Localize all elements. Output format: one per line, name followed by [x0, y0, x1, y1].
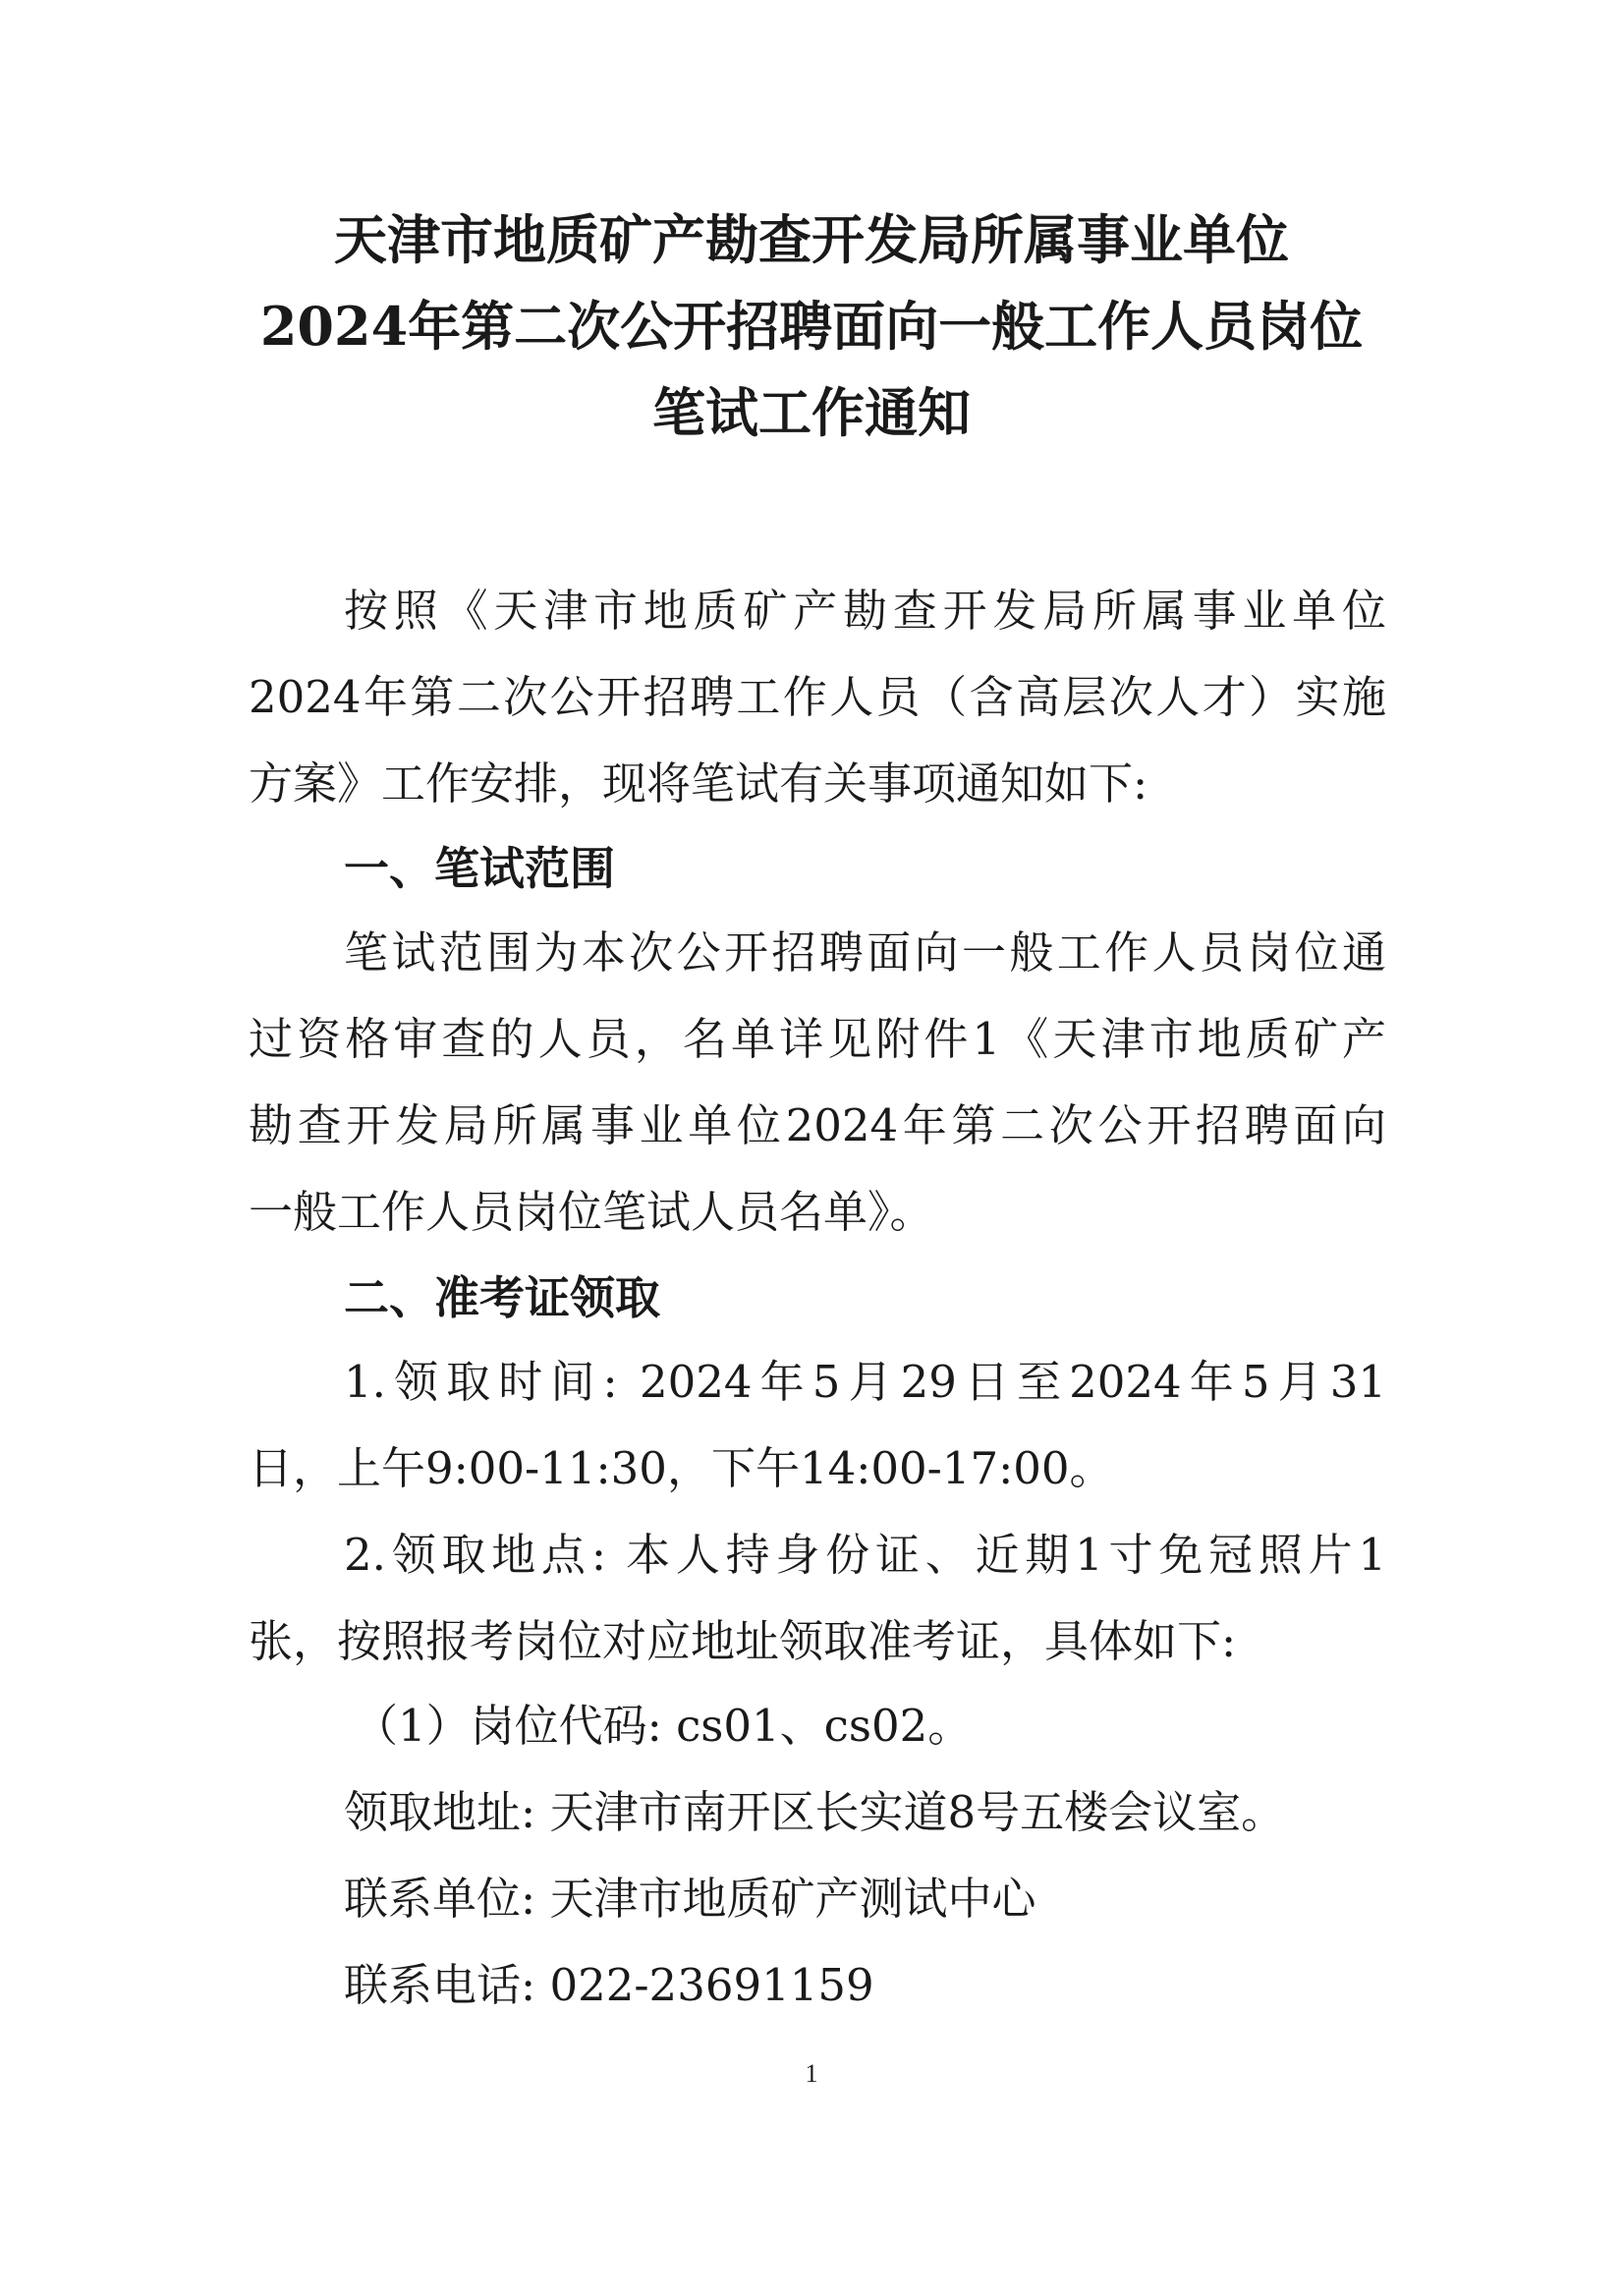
exam-scope-paragraph-line: 勘查开发局所属事业单位2024年第二次公开招聘面向: [249, 1099, 1386, 1151]
document-title-line-2: 2024年第二次公开招聘面向一般工作人员岗位: [259, 295, 1364, 358]
pickup-time-line: 1.领取时间: 2024年5月29日至2024年5月31: [344, 1356, 1386, 1408]
exam-scope-paragraph-line: 笔试范围为本次公开招聘面向一般工作人员岗位通: [344, 926, 1386, 979]
pickup-location-line: 2.领取地点: 本人持身份证、近期1寸免冠照片1: [344, 1529, 1386, 1581]
intro-paragraph-line: 按照《天津市地质矿产勘查开发局所属事业单位: [344, 585, 1386, 637]
document-title-line-3: 笔试工作通知: [652, 381, 971, 444]
pickup-location-line: 张，按照报考岗位对应地址领取准考证，具体如下:: [249, 1615, 1237, 1667]
exam-scope-paragraph-line: 一般工作人员岗位笔试人员名单》。: [249, 1186, 934, 1238]
pickup-address: 领取地址: 天津市南开区长实道8号五楼会议室。: [344, 1786, 1286, 1838]
intro-paragraph-line: 方案》工作安排，现将笔试有关事项通知如下:: [249, 757, 1148, 810]
document-title-line-1: 天津市地质矿产勘查开发局所属事业单位: [334, 208, 1289, 271]
exam-scope-paragraph-line: 过资格审查的人员，名单详见附件1《天津市地质矿产: [249, 1013, 1386, 1065]
contact-phone: 联系电话: 022-23691159: [344, 1959, 874, 2011]
pickup-time-line: 日，上午9:00-11:30，下午14:00-17:00。: [249, 1442, 1114, 1494]
intro-paragraph-line: 2024年第二次公开招聘工作人员（含高层次人才）实施: [249, 671, 1386, 723]
position-codes: （1）岗位代码: cs01、cs02。: [354, 1700, 973, 1752]
section-heading-exam-scope: 一、笔试范围: [344, 842, 615, 895]
section-heading-admission-ticket: 二、准考证领取: [344, 1271, 660, 1324]
contact-unit: 联系单位: 天津市地质矿产测试中心: [344, 1873, 1036, 1925]
page-number: 1: [805, 2059, 818, 2088]
